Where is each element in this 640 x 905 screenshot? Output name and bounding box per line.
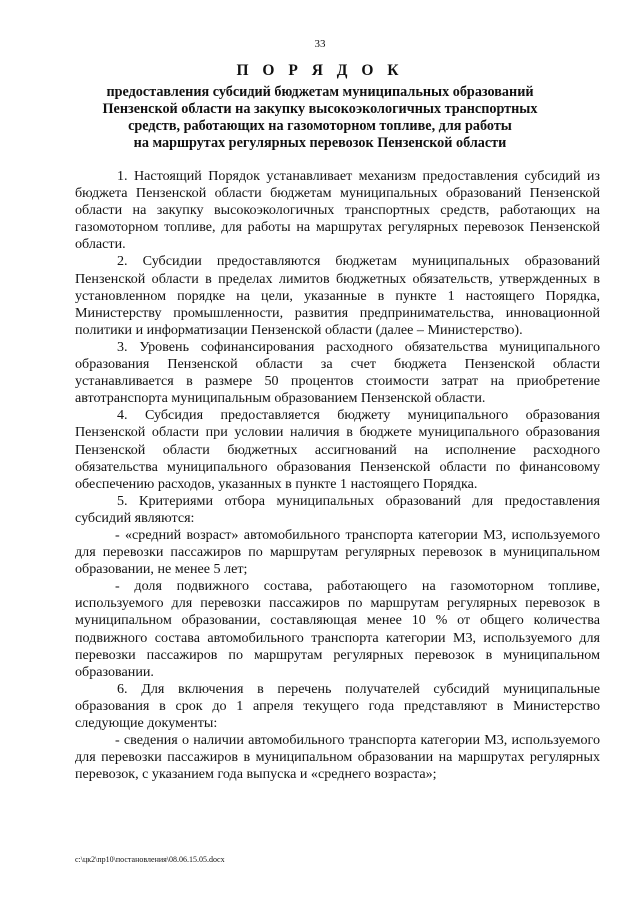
- paragraph-4: 4. Субсидия предоставляется бюджету муниципального образования Пензенской области при условии наличия в бюджете муниципального образования Пензенской области бюджетных ассигнований на исполнение расходного обязательства муниципального образования Пензенской области по финансовому обеспечению расходов, указанных в пункте 1 настоящего Порядка.: [75, 407, 600, 492]
- paragraph-1: 1. Настоящий Порядок устанавливает механизм предоставления субсидий из бюджета Пензенской области бюджетам муниципальных образований Пензенской области на закупку высокоэкологичных транспортных средств, работающих на газомоторном топливе, для работы на маршрутах регулярных перевозок Пензенской области.: [75, 168, 600, 253]
- file-path-footer: c:\цк2\пр10\постановления\08.06.15.05.docx: [75, 855, 225, 864]
- criterion-item-2: - доля подвижного состава, работающего на газомоторном топливе, используемого для перевозки пассажиров по маршрутам регулярных перевозок в муниципальном образовании, составляющая менее 10 % от общего количества подвижного состава автомобильного транспорта категории М3, используемого для перевозки пассажиров по маршрутам регулярных перевозок в муниципальном образовании.: [75, 578, 600, 680]
- subtitle-line: на маршрутах регулярных перевозок Пензенской области: [133, 135, 507, 151]
- subtitle-line: Пензенской области на закупку высокоэкологичных транспортных: [102, 101, 538, 117]
- paragraph-2: 2. Субсидии предоставляются бюджетам муниципальных образований Пензенской области в пределах лимитов бюджетных обязательств, утвержденных в установленном порядке на цели, указанные в пункте 1 настоящего Порядка, Министерству промышленности, развития предпринимательства, инновационной политики и информатизации Пензенской области (далее – Министерство).: [75, 253, 600, 338]
- paragraph-3: 3. Уровень софинансирования расходного обязательства муниципального образования Пензенской области за счет бюджета Пензенской области устанавливается в размере 50 процентов стоимости затрат на приобретение автотранспорта муниципальным образованием Пензенской области.: [75, 338, 600, 407]
- document-item-1: - сведения о наличии автомобильного транспорта категории М3, используемого для перевозки пассажиров в муниципальном образовании на маршрутах регулярных перевозок, с указанием года выпуска и «среднего возраста»;: [75, 732, 600, 783]
- paragraph-6: 6. Для включения в перечень получателей субсидий муниципальные образования в срок до 1 апреля текущего года представляют в Министерство следующие документы:: [75, 680, 600, 731]
- paragraph-5: 5. Критериями отбора муниципальных образований для предоставления субсидий являются:: [75, 492, 600, 526]
- document-subtitle: [70, 84, 570, 152]
- subtitle-line: предоставления субсидий бюджетам муниципальных образований: [106, 84, 534, 100]
- document-body: [75, 168, 600, 783]
- criterion-item-1: - «средний возраст» автомобильного транспорта категории М3, используемого для перевозки пассажиров по маршрутам регулярных перевозок в муниципальном образовании, не менее 5 лет;: [75, 526, 600, 578]
- subtitle-line: средств, работающих на газомоторном топливе, для работы: [128, 118, 512, 134]
- page-number: 33: [314, 38, 326, 50]
- document-title: П О Р Я Д О К: [236, 62, 404, 79]
